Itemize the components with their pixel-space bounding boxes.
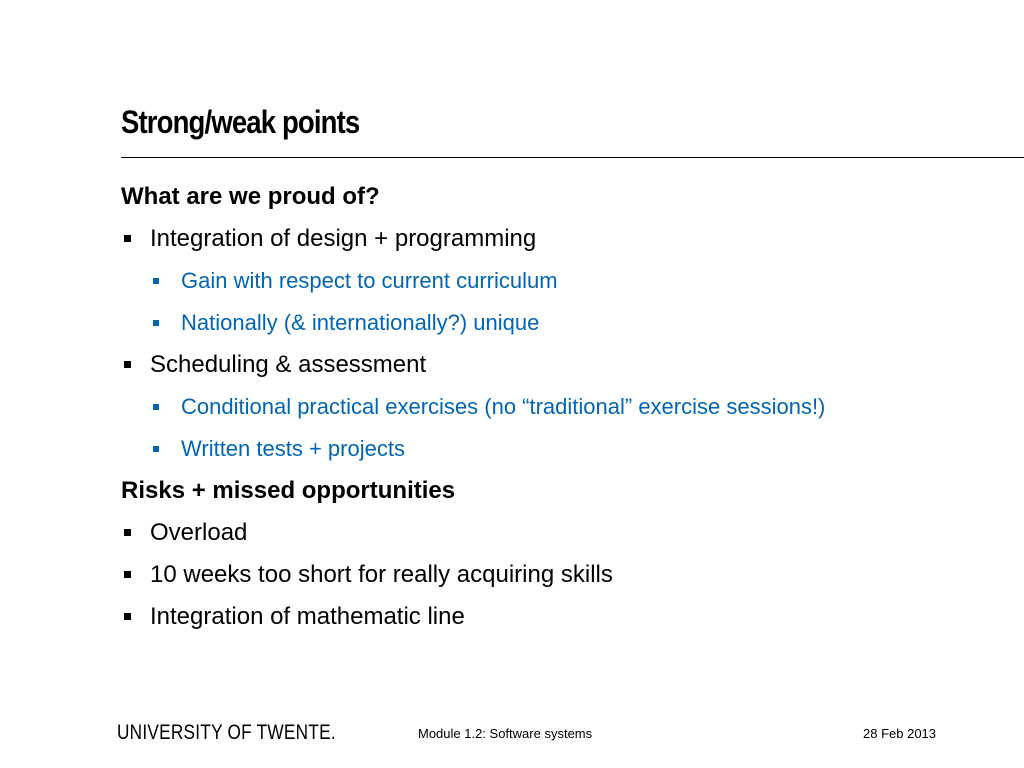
bullet-item — [121, 218, 981, 260]
square-bullet-icon — [124, 571, 131, 578]
square-bullet-icon — [124, 529, 131, 536]
sub-bullet-item — [121, 428, 981, 470]
bullet-text: Integration of design + programming — [150, 225, 537, 252]
square-bullet-icon — [124, 613, 131, 620]
square-bullet-icon — [153, 446, 159, 452]
bullet-text: Overload — [150, 519, 248, 546]
bullet-text: 10 weeks too short for really acquiring skills — [150, 561, 613, 588]
sub-bullet-text: Gain with respect to current curriculum — [181, 268, 558, 293]
bullet-item — [121, 512, 981, 554]
section-heading-proud: What are we proud of? — [121, 183, 380, 210]
footer-date: 28 Feb 2013 — [863, 726, 937, 741]
bullet-item — [121, 596, 981, 638]
square-bullet-icon — [124, 361, 131, 368]
section-heading-risks: Risks + missed opportunities — [121, 477, 456, 504]
slide-title: Strong/weak points — [121, 104, 360, 140]
sub-bullet-item — [121, 386, 981, 428]
square-bullet-icon — [124, 235, 131, 242]
bullet-text: Integration of mathematic line — [150, 603, 465, 630]
square-bullet-icon — [153, 278, 159, 284]
title-divider — [121, 157, 1024, 158]
sub-bullet-item — [121, 302, 981, 344]
footer-module: Module 1.2: Software systems — [418, 726, 593, 741]
sub-bullet-text: Written tests + projects — [181, 436, 405, 461]
university-logo: UNIVERSITY OF TWENTE. — [117, 721, 336, 744]
bullet-item — [121, 344, 981, 386]
sub-bullet-text: Nationally (& internationally?) unique — [181, 310, 540, 335]
square-bullet-icon — [153, 320, 159, 326]
sub-bullet-text: Conditional practical exercises (no “traditional” exercise sessions!) — [181, 394, 826, 419]
slide-content — [121, 176, 981, 638]
bullet-text: Scheduling & assessment — [150, 351, 427, 378]
sub-bullet-item — [121, 260, 981, 302]
bullet-item — [121, 554, 981, 596]
square-bullet-icon — [153, 404, 159, 410]
